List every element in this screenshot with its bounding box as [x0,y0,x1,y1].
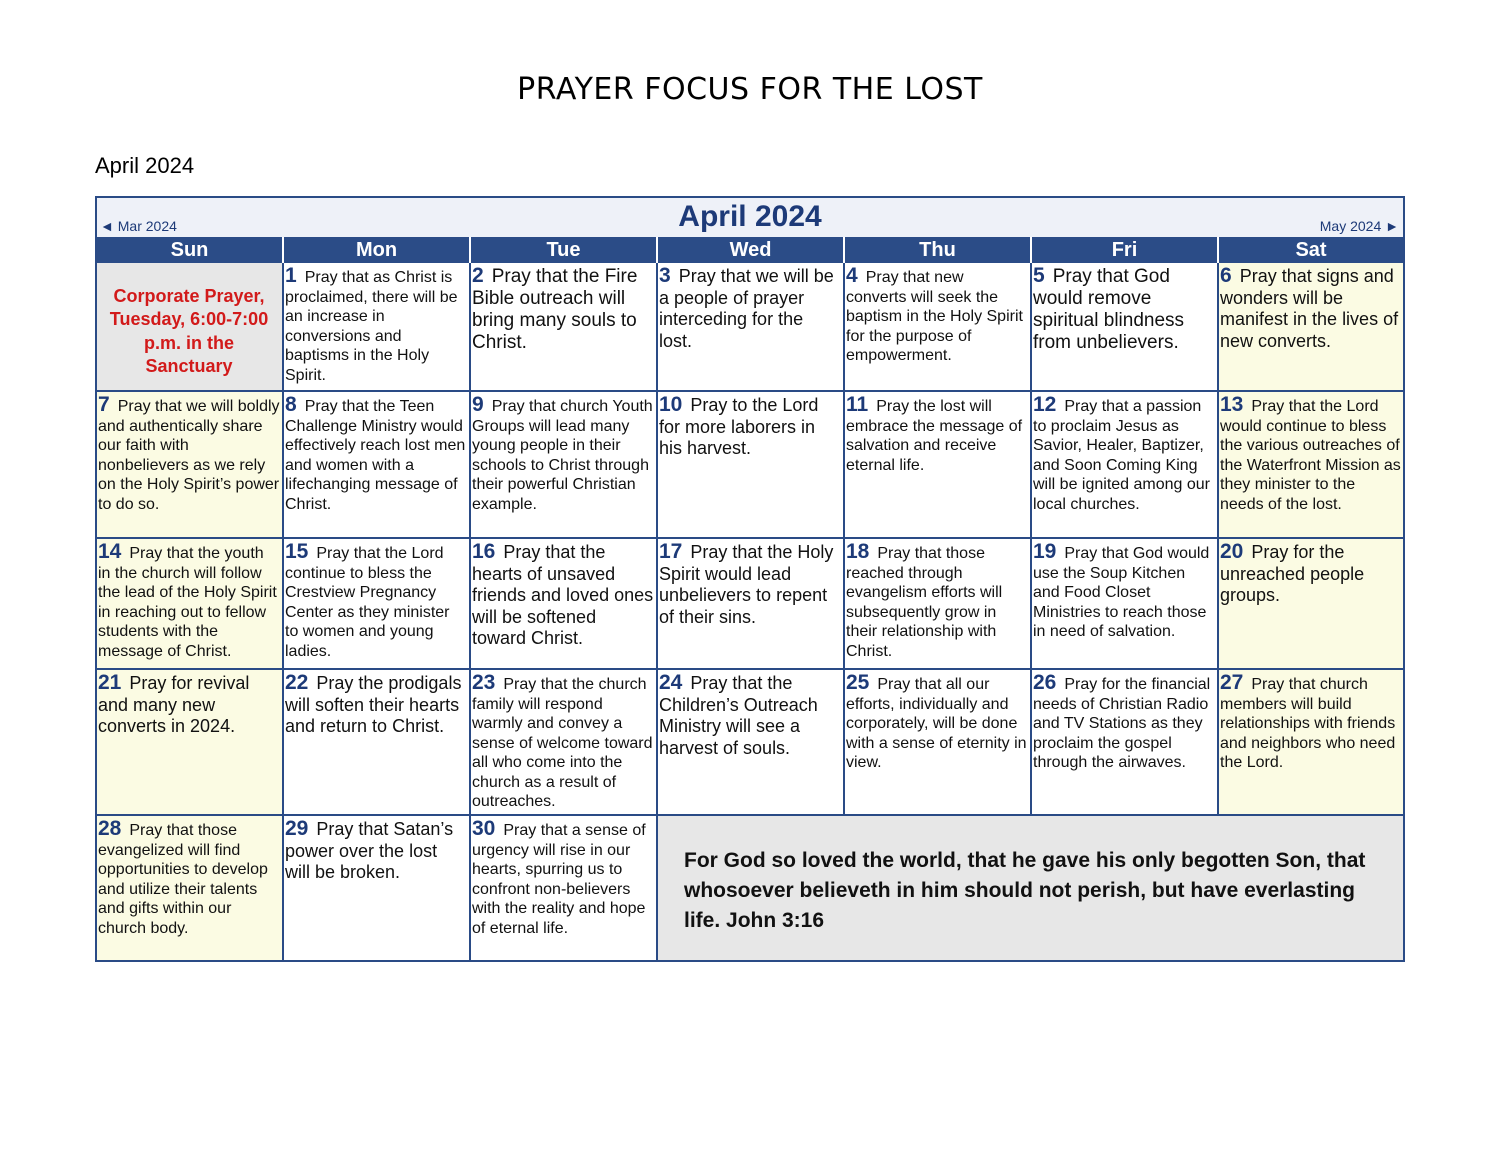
day-cell[interactable] [284,670,471,816]
day-prayer-text: Pray to the Lord for more laborers in his harvest. [659,395,819,458]
day-number: 27 [1220,671,1244,694]
day-prayer-text: Pray that church Youth Groups will lead many young people in their schools to Christ through their powerful Christian example. [472,398,653,513]
day-prayer-text: Pray that those evangelized will find opportunities to develop and utilize their talents and gifts within our church body. [98,822,268,937]
weekday-fri: Fri [1032,237,1219,263]
day-number: 21 [98,671,122,694]
day-prayer-text: Pray the prodigals will soften their hearts and return to Christ. [285,673,462,736]
day-number: 20 [1220,540,1244,563]
day-prayer-text: Pray the lost will embrace the message of salvation and receive eternal life. [846,398,1023,474]
day-number: 15 [285,540,309,563]
day-prayer-text: Pray that the youth in the church will follow the lead of the Holy Spirit in reaching out to fellow students with the message of Christ. [98,545,277,660]
day-prayer-text: Pray for the financial needs of Christian Radio and TV Stations as they proclaim the gospel through the airwaves. [1033,676,1211,771]
day-number: 6 [1220,264,1232,287]
day-prayer-text: Pray for revival and many new converts in 2024. [98,673,250,736]
day-prayer-text: Pray that the Teen Challenge Ministry would effectively reach lost men and women with a lifechanging message of Christ. [285,398,466,513]
day-cell[interactable] [471,263,658,392]
day-prayer-text: Pray that the Children’s Outreach Ministry will see a harvest of souls. [659,673,818,758]
day-cell[interactable] [471,816,658,960]
day-prayer-text: Pray for the unreached people groups. [1220,542,1365,605]
scripture-verse-text: For God so loved the world, that he gave his only begotten Son, that whosoever believeth in him should not perish, but have everlasting life. John 3:16 [684,849,1366,932]
day-cell[interactable] [1032,670,1219,816]
day-cell[interactable] [1219,670,1403,816]
day-number: 9 [472,393,484,416]
day-number: 18 [846,540,870,563]
day-number: 17 [659,540,683,563]
calendar-grid [97,263,1403,960]
day-cell[interactable] [284,263,471,392]
day-cell[interactable] [658,670,845,816]
day-cell[interactable] [1032,539,1219,670]
day-cell[interactable] [1219,263,1403,392]
day-prayer-text: Pray that as Christ is proclaimed, there will be an increase in conversions and baptisms in the Holy Spirit. [285,269,458,384]
day-number: 14 [98,540,122,563]
day-prayer-text: Pray that the Holy Spirit would lead unbelievers to repent of their sins. [659,542,834,627]
day-number: 2 [472,264,484,287]
day-cell[interactable] [97,392,284,539]
day-prayer-text: Pray that God would remove spiritual blindness from unbelievers. [1033,266,1185,353]
day-prayer-text: Pray that God would use the Soup Kitchen and Food Closet Ministries to reach those in need of salvation. [1033,545,1210,640]
day-cell[interactable] [471,539,658,670]
day-prayer-text: Pray that those reached through evangelism efforts will subsequently grow in their relationship with Christ. [846,545,1003,660]
day-prayer-text: Pray that new converts will seek the baptism in the Holy Spirit for the purpose of empowerment. [846,269,1023,364]
calendar-month-title: April 2024 [678,200,822,233]
calendar [95,196,1405,962]
day-number: 30 [472,817,496,840]
day-prayer-text: Pray that all our efforts, individually and corporately, will be done with a sense of eternity in view. [846,676,1027,771]
day-prayer-text: Pray that the hearts of unsaved friends and loved ones will be softened toward Christ. [472,542,654,648]
day-number: 11 [846,393,869,416]
scripture-verse-box [658,816,1403,960]
day-cell[interactable] [845,263,1032,392]
document-title: PRAYER FOCUS FOR THE LOST [517,72,983,107]
day-number: 12 [1033,393,1057,416]
day-cell[interactable] [284,816,471,960]
weekday-header-row [97,237,1403,263]
weekday-thu: Thu [845,237,1032,263]
day-number: 26 [1033,671,1057,694]
day-cell[interactable] [658,263,845,392]
day-prayer-text: Pray that the Lord would continue to bless the various outreaches of the Waterfront Mission as they minister to the needs of the lost. [1220,398,1401,513]
day-cell[interactable] [97,670,284,816]
day-number: 13 [1220,393,1244,416]
weekday-wed: Wed [658,237,845,263]
day-number: 8 [285,393,297,416]
day-number: 23 [472,671,496,694]
corporate-prayer-note: Corporate Prayer, Tuesday, 6:00-7:00 p.m. in the Sanctuary [109,285,269,376]
day-cell[interactable] [284,392,471,539]
day-prayer-text: Pray that Satan’s power over the lost will be broken. [285,819,454,882]
day-number: 5 [1033,264,1045,287]
day-cell[interactable] [1032,263,1219,392]
day-number: 7 [98,393,110,416]
day-number: 4 [846,264,858,287]
corporate-prayer-cell [97,263,284,392]
day-cell[interactable] [471,392,658,539]
day-prayer-text: Pray that church members will build relationships with friends and neighbors who need the Lord. [1220,676,1396,771]
day-prayer-text: Pray that signs and wonders will be manifest in the lives of new converts. [1220,266,1399,351]
day-cell[interactable] [97,539,284,670]
day-cell[interactable] [1219,539,1403,670]
weekday-mon: Mon [284,237,471,263]
day-number: 24 [659,671,683,694]
day-cell[interactable] [845,670,1032,816]
day-prayer-text: Pray that the Lord continue to bless the Crestview Pregnancy Center as they minister to women and young ladies. [285,545,450,660]
day-cell[interactable] [471,670,658,816]
day-prayer-text: Pray that we will boldly and authentically share our faith with nonbelievers as we rely on the Holy Spirit’s power to do so. [98,398,280,513]
day-number: 29 [285,817,309,840]
day-prayer-text: Pray that the Fire Bible outreach will bring many souls to Christ. [472,266,638,353]
day-number: 22 [285,671,309,694]
weekday-sun: Sun [97,237,284,263]
day-cell[interactable] [1032,392,1219,539]
day-prayer-text: Pray that a sense of urgency will rise in our hearts, spurring us to confront non-believers with the reality and hope of eternal life. [472,822,646,937]
day-prayer-text: Pray that we will be a people of prayer interceding for the lost. [659,266,834,351]
day-number: 28 [98,817,122,840]
calendar-header [97,198,1403,237]
day-prayer-text: Pray that the church family will respond warmly and convey a sense of welcome toward all who come into the church as a result of outreaches. [472,676,653,810]
month-caption: April 2024 [95,153,195,178]
day-number: 16 [472,540,496,563]
day-prayer-text: Pray that a passion to proclaim Jesus as Savior, Healer, Baptizer, and Soon Coming King will be ignited among our local churches. [1033,398,1210,513]
day-number: 25 [846,671,870,694]
weekday-tue: Tue [471,237,658,263]
day-number: 1 [285,264,297,287]
day-cell[interactable] [284,539,471,670]
day-number: 19 [1033,540,1057,563]
weekday-sat: Sat [1219,237,1403,263]
day-cell[interactable] [1219,392,1403,539]
day-cell[interactable] [845,392,1032,539]
next-month-link[interactable]: May 2024 ► [1319,218,1399,234]
day-cell[interactable] [658,539,845,670]
day-cell[interactable] [658,392,845,539]
day-number: 3 [659,264,671,287]
day-number: 10 [659,393,683,416]
previous-month-link[interactable]: ◄ Mar 2024 [100,218,177,234]
day-cell[interactable] [845,539,1032,670]
day-cell[interactable] [97,816,284,960]
